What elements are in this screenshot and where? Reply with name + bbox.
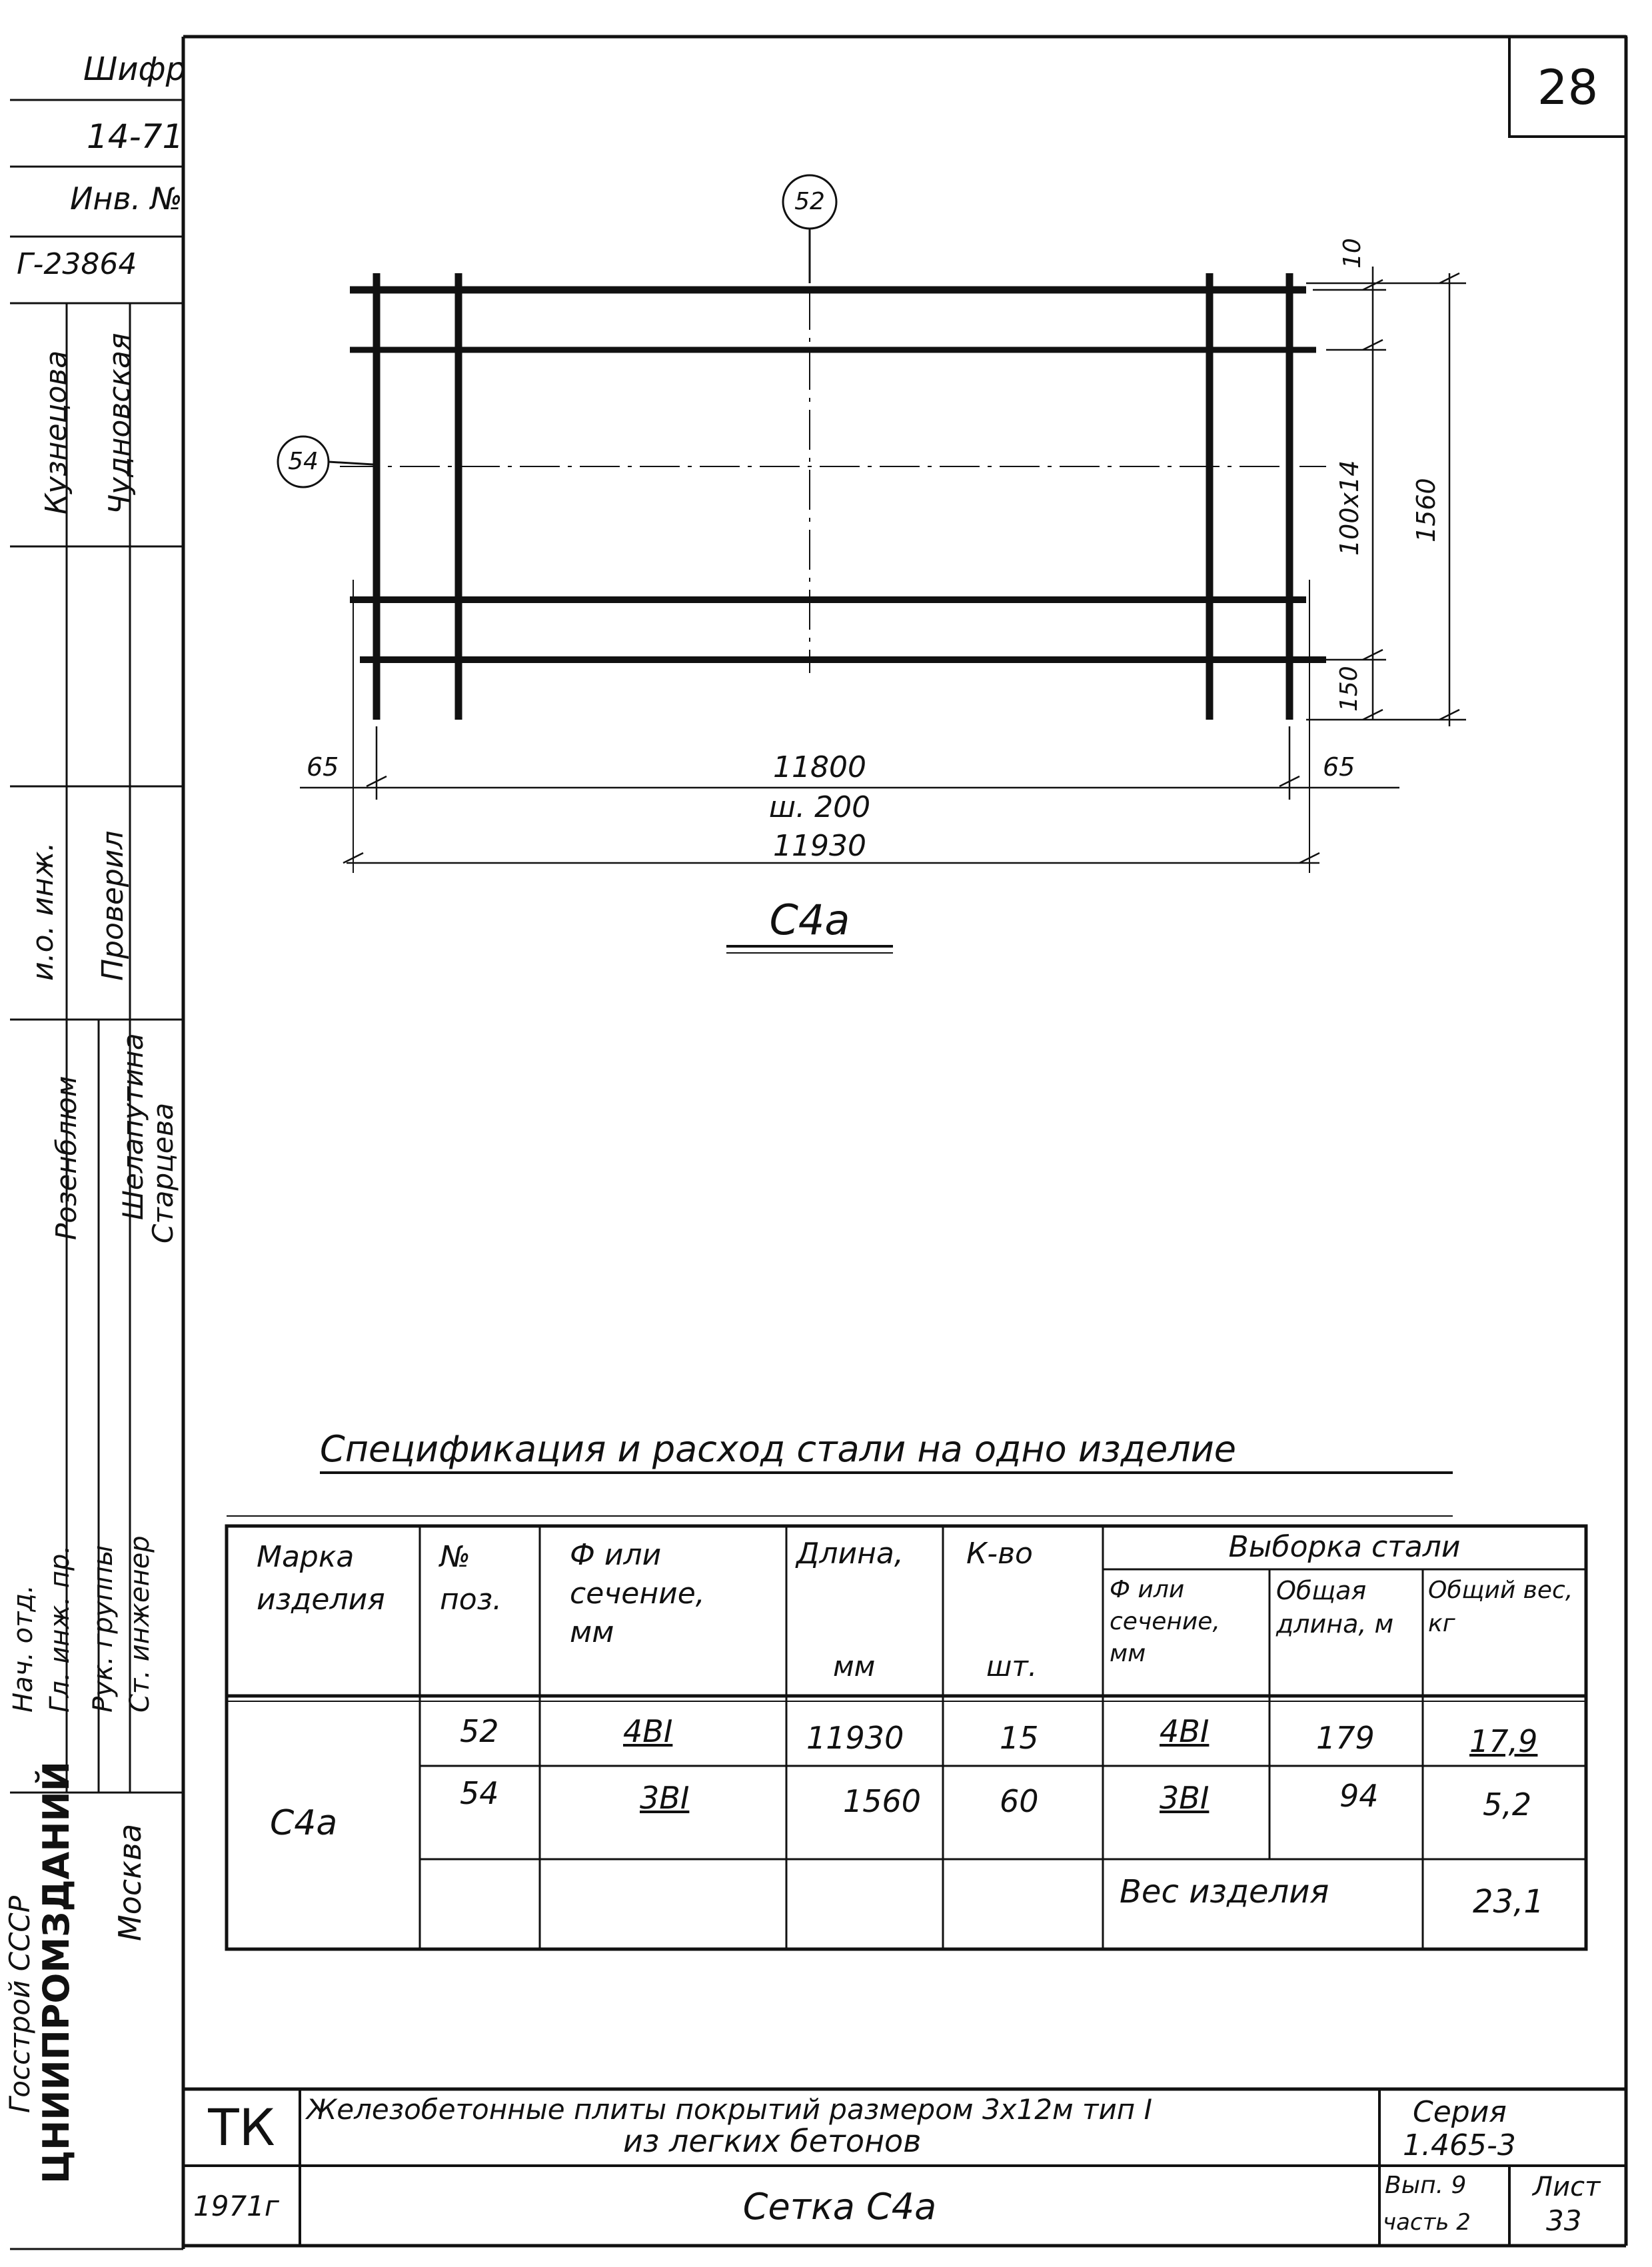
header-selection: Выборка стали xyxy=(1228,1530,1461,1564)
mark-value: С4а xyxy=(270,1803,338,1843)
row2-pos: 54 xyxy=(460,1775,499,1811)
header-qty: К-во xyxy=(966,1537,1033,1571)
header-length: Длина, xyxy=(796,1537,904,1571)
signer-kuznetsova: Кузнецова xyxy=(39,350,73,514)
signer-rozenblyum: Розенблюм xyxy=(50,1076,83,1240)
header-sel-section: Ф или сечение, мм xyxy=(1110,1576,1220,1667)
code-header: Шифр xyxy=(83,51,187,88)
tk-label: ТК xyxy=(208,2098,275,2157)
dim-65-left: 65 xyxy=(307,752,339,782)
dim-step: ш. 200 xyxy=(768,790,871,824)
header-sel-weight-wrap xyxy=(1428,1574,1581,1641)
header-length-unit: мм xyxy=(833,1650,876,1683)
signer-shelaputina: Шелапутина xyxy=(117,1033,149,1220)
list-value: 33 xyxy=(1546,2204,1582,2237)
org-city: Москва xyxy=(112,1823,148,1941)
inv-value: Г-23864 xyxy=(17,247,137,281)
header-sel-weight: Общий вес, кг xyxy=(1428,1577,1573,1637)
org-top: Госстрой СССР xyxy=(3,1895,36,2113)
header-pos-wrap xyxy=(440,1536,513,1621)
spec-title: Спецификация и расход стали на одно изделие xyxy=(320,1428,1237,1470)
row1-total-length: 179 xyxy=(1316,1720,1375,1756)
row1-qty: 15 xyxy=(1000,1720,1039,1756)
frame xyxy=(183,37,1626,2249)
row2-length: 1560 xyxy=(843,1783,922,1819)
row1-section: 4ВI xyxy=(623,1713,673,1749)
row1-total-weight: 17,9 xyxy=(1469,1723,1538,1759)
header-qty-unit: шт. xyxy=(986,1650,1038,1683)
dim-11930: 11930 xyxy=(773,829,866,863)
part-label: часть 2 xyxy=(1383,2209,1471,2236)
dim-150: 150 xyxy=(1335,666,1363,712)
role-io-inzh: и.о. инж. xyxy=(26,842,60,981)
code-value: 14-71 xyxy=(87,117,184,156)
role-st-inzhener: Ст. инженер xyxy=(125,1535,155,1713)
signer-chudnovskaya: Чудновская xyxy=(103,333,137,514)
header-sel-section-wrap xyxy=(1110,1574,1263,1670)
list-label: Лист xyxy=(1533,2172,1601,2202)
signer-proveril: Проверил xyxy=(96,830,130,981)
header-pos: № поз. xyxy=(440,1540,502,1617)
row2-total-weight: 5,2 xyxy=(1483,1787,1532,1823)
description-line2: из легких бетонов xyxy=(623,2123,922,2159)
row1-pos: 52 xyxy=(460,1713,499,1749)
callout-54: 54 xyxy=(288,448,319,475)
dim-65-right: 65 xyxy=(1323,752,1355,782)
row2-qty: 60 xyxy=(1000,1783,1039,1819)
sheet-title: Сетка С4а xyxy=(742,2186,937,2228)
inv-header: Инв. № xyxy=(70,181,183,217)
dim-1560: 1560 xyxy=(1411,478,1441,542)
header-section: Ф или сечение, мм xyxy=(570,1538,705,1649)
header-mark: Марка изделия xyxy=(257,1540,385,1617)
series-value: 1.465-3 xyxy=(1403,2128,1516,2162)
description-line1: Железобетонные плиты покрытий размером 3х12м тип I xyxy=(307,2093,1152,2126)
org-name: ЦНИИПРОМЗДАНИЙ xyxy=(35,1761,77,2184)
header-section-wrap xyxy=(570,1536,756,1652)
dim-11800: 11800 xyxy=(773,750,866,784)
signer-startseva: Старцева xyxy=(147,1102,179,1243)
row1-length: 11930 xyxy=(806,1720,904,1756)
sheet-number: 28 xyxy=(1537,59,1599,115)
drawing-caption: С4а xyxy=(769,896,850,944)
role-ruk-gruppy: Рук. группы xyxy=(88,1545,119,1713)
dim-10: 10 xyxy=(1339,238,1366,269)
year: 1971г xyxy=(193,2190,279,2222)
weight-value: 23,1 xyxy=(1473,1883,1544,1920)
header-sel-length: Общая длина, м xyxy=(1276,1576,1394,1639)
series-label: Серия xyxy=(1413,2095,1507,2129)
role-gl-inzh: Гл. инж. пр. xyxy=(45,1545,75,1713)
role-nach-otd: Нач. отд. xyxy=(8,1585,39,1713)
issue-label: Вып. 9 xyxy=(1385,2172,1467,2199)
header-sel-length-wrap xyxy=(1276,1574,1419,1641)
dim-100x14: 100x14 xyxy=(1335,460,1364,556)
callout-circles xyxy=(278,175,836,487)
row1-sel-section: 4ВI xyxy=(1160,1713,1210,1749)
row2-section: 3ВI xyxy=(640,1780,690,1816)
row2-sel-section: 3ВI xyxy=(1160,1780,1210,1816)
weight-label: Вес изделия xyxy=(1120,1873,1329,1910)
callout-52: 52 xyxy=(794,188,825,215)
header-mark-1 xyxy=(257,1536,403,1621)
row2-total-length: 94 xyxy=(1339,1778,1379,1814)
